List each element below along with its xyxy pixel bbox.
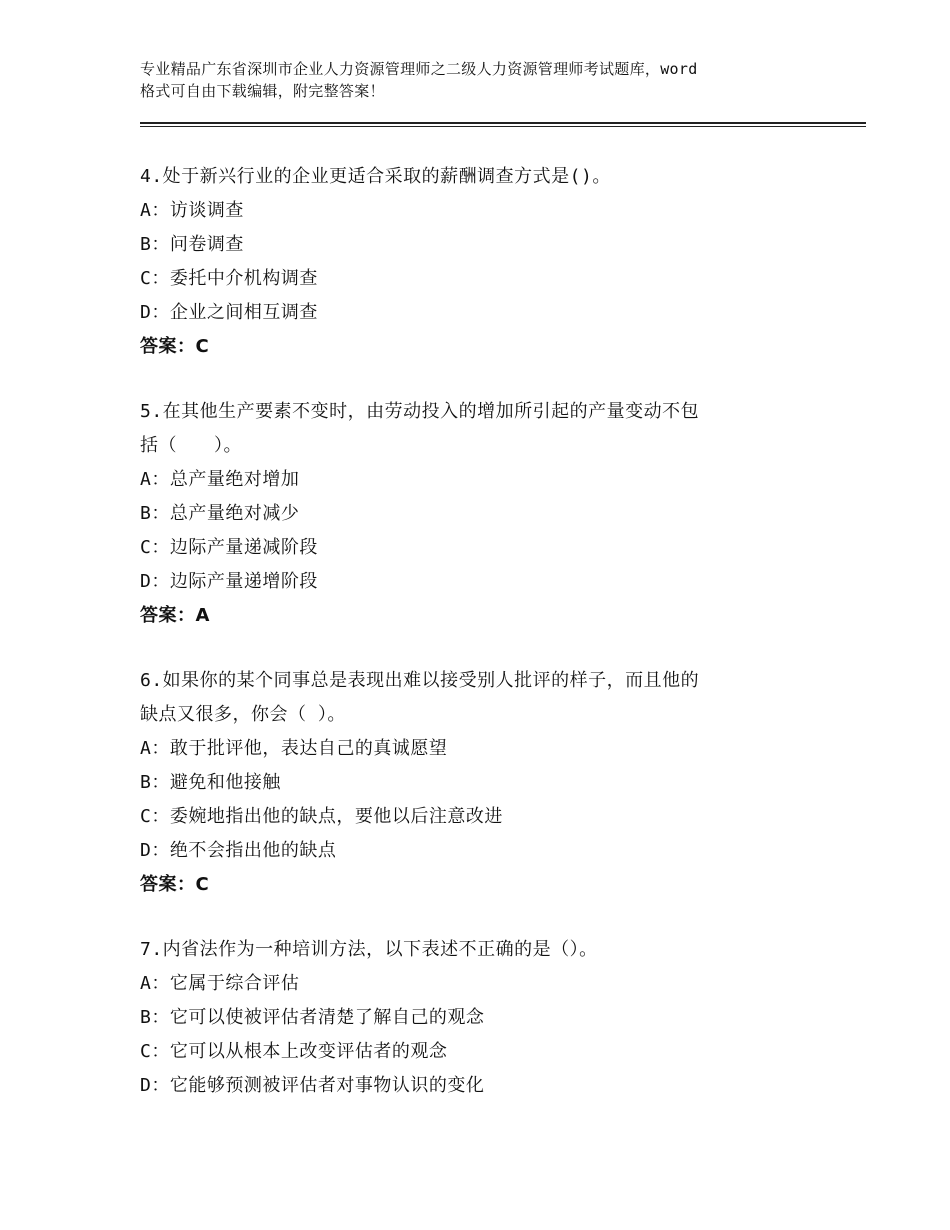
question-text-line-2: 缺点又很多，你会（ ）。 <box>140 704 346 725</box>
option-c: C：委托中介机构调查 <box>140 268 318 289</box>
header-divider-thin <box>140 126 866 127</box>
question-list <box>140 160 840 1134</box>
question-text-line-1: 6.如果你的某个同事总是表现出难以接受别人批评的样子，而且他的 <box>140 670 700 691</box>
question-text: 4.处于新兴行业的企业更适合采取的薪酬调查方式是()。 <box>140 166 611 187</box>
question-text-line-1: 5.在其他生产要素不变时，由劳动投入的增加所引起的产量变动不包 <box>140 401 700 422</box>
option-b: B：避免和他接触 <box>140 772 281 793</box>
option-a: A：它属于综合评估 <box>140 973 300 994</box>
option-a: A：总产量绝对增加 <box>140 469 300 490</box>
option-d: D：企业之间相互调查 <box>140 302 318 323</box>
header-line-2: 格式可自由下载编辑，附完整答案！ <box>140 82 385 100</box>
option-d: D：绝不会指出他的缺点 <box>140 840 337 861</box>
option-b: B：问卷调查 <box>140 234 244 255</box>
option-d: D：它能够预测被评估者对事物认识的变化 <box>140 1075 485 1096</box>
option-c: C：委婉地指出他的缺点，要他以后注意改进 <box>140 806 503 827</box>
question-4 <box>140 160 840 364</box>
option-d: D：边际产量递增阶段 <box>140 571 318 592</box>
question-7 <box>140 933 840 1103</box>
question-text-line-2: 括（ ）。 <box>140 435 242 456</box>
question-6 <box>140 664 840 902</box>
option-c: C：边际产量递减阶段 <box>140 537 318 558</box>
document-header <box>140 58 840 102</box>
option-a: A：敢于批评他，表达自己的真诚愿望 <box>140 738 448 759</box>
question-5 <box>140 395 840 633</box>
option-b: B：它可以使被评估者清楚了解自己的观念 <box>140 1007 485 1028</box>
question-text: 7.内省法作为一种培训方法，以下表述不正确的是（）。 <box>140 939 598 960</box>
header-line-1: 专业精品广东省深圳市企业人力资源管理师之二级人力资源管理师考试题库，word <box>140 60 698 78</box>
answer-label: 答案：C <box>140 874 210 895</box>
option-c: C：它可以从根本上改变评估者的观念 <box>140 1041 448 1062</box>
answer-label: 答案：A <box>140 605 210 626</box>
option-b: B：总产量绝对减少 <box>140 503 300 524</box>
header-divider-thick <box>140 122 866 124</box>
answer-label: 答案：C <box>140 336 210 357</box>
option-a: A：访谈调查 <box>140 200 244 221</box>
